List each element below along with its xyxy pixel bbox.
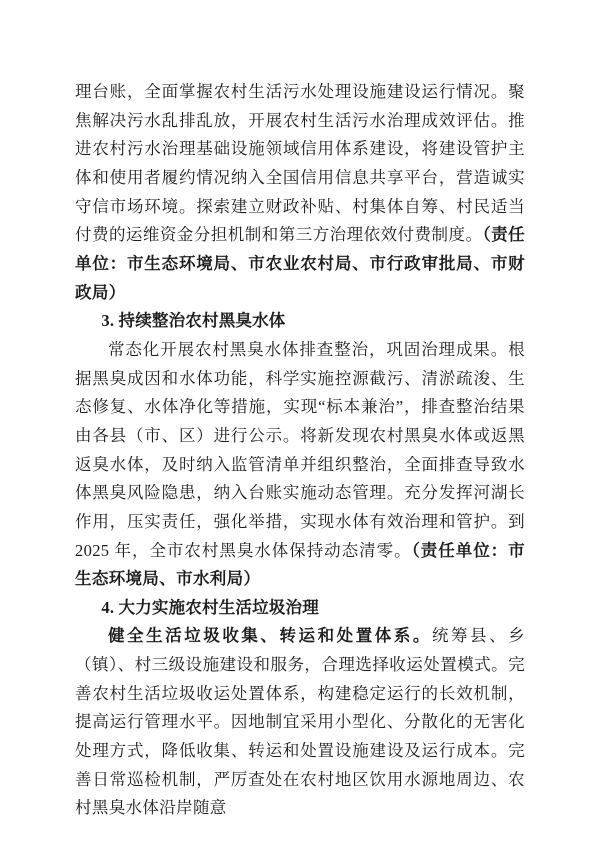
body-paragraph: [75, 336, 525, 594]
text-run-bold: 4. 大力实施农村生活垃圾治理: [101, 597, 319, 617]
text-run-normal: 理台账，全面掌握农村生活污水处理设施建设运行情况。聚焦解决污水乱排乱放，开展农村生活污水治理成效评估。推进农村污水治理基础设施领域信用体系建设，将建设管护主体和使用者履约情况纳入全国信用信息共享平台，营造诚实守信市场环境。探索建立财政补贴、村集体自筹、村民适当付费的运维资金分担机制和第三方治理依效付费制度。: [75, 82, 525, 245]
document-body: [75, 78, 525, 823]
text-run-normal: 常态化开展农村黑臭水体排查整治，巩固治理成果。根据黑臭成因和水体功能，科学实施控源截污、清淤疏浚、生态修复、水体净化等措施，实现“标本兼治”，排查整治结果由各县（市、区）进行公示。将新发现农村黑臭水体或返黑返臭水体，及时纳入监管清单并组织整治，全面排查导致水体黑臭风险隐患，纳入台账实施动态管理。充分发挥河湖长作用，压实责任，强化举措，实现水体有效治理和管护。到 2025 年，全市农村黑臭水体保持动态清零。: [75, 339, 525, 560]
text-run-bold: 3. 持续整治农村黑臭水体: [101, 311, 286, 331]
text-run-kai: （责任单位：市生态环境局、市水利局）: [75, 540, 526, 589]
text-run-bold: 健全生活垃圾收集、转运和处置体系。: [108, 626, 432, 646]
body-paragraph: [75, 622, 525, 823]
section-heading: [75, 594, 525, 623]
text-run-normal: 统筹县、乡（镇）、村三级设施建设和服务，合理选择收运处置模式。完善农村生活垃圾收运处置体系，构建稳定运行的长效机制，提高运行管理水平。因地制宜采用小型化、分散化的无害化处理方式，降低收集、转运和处置设施建设及运行成本。完善日常巡检机制，严厉查处在农村地区饮用水源地周边、农村黑臭水体沿岸随意: [75, 626, 526, 818]
body-paragraph: [75, 78, 525, 307]
section-heading: [75, 307, 525, 336]
text-run-kai: （责任单位：市生态环境局、市农业农村局、市行政审批局、市财政局）: [75, 225, 525, 302]
